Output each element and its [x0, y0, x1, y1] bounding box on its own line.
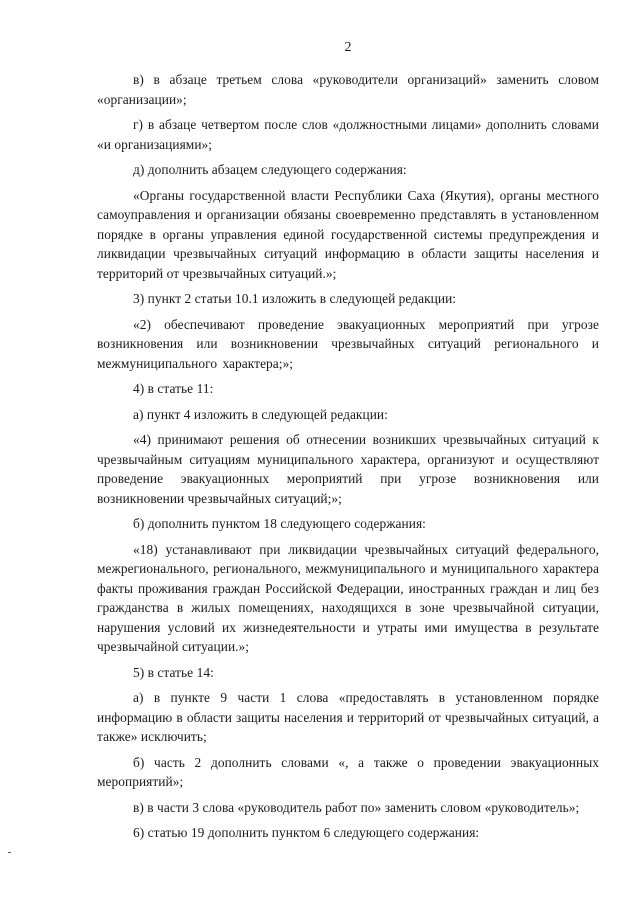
- paragraph-quote-4: «4) принимают решения об отнесении возникших чрезвычайных ситуаций к чрезвычайным ситуациям муниципального характера, организуют и осуществляют проведение эвакуационных мероприятий при угрозе возникновения или возникновении чрезвычайных ситуаций;»;: [97, 432, 599, 506]
- paragraph-5v: в) в части 3 слова «руководитель работ по» заменить словом «руководитель»;: [133, 799, 580, 815]
- paragraph-quote-organs: «Органы государственной власти Республики Саха (Якутия), органы местного самоуправления и организации обязаны своевременно представлять в установленном порядке в органы управления единой государственной системы предупреждения и ликвидации чрезвычайных ситуаций информацию в области защиты населения и территорий от чрезвычайных ситуаций.»;: [97, 187, 599, 281]
- scan-margin-mark: [8, 852, 11, 853]
- paragraph-4: 4) в статье 11:: [133, 381, 214, 396]
- paragraph-quote-2: «2) обеспечивают проведение эвакуационных мероприятий при угрозе возникновения или возникновении чрезвычайных ситуаций регионального и межмуниципального характера;»;: [97, 316, 599, 371]
- paragraph-3: 3) пункт 2 статьи 10.1 изложить в следующей редакции:: [133, 291, 457, 306]
- paragraph-5: 5) в статье 14:: [133, 664, 214, 680]
- paragraph-4b: б) дополнить пунктом 18 следующего содержания:: [133, 516, 426, 531]
- page-number: 2: [344, 40, 352, 55]
- paragraph-quote-18: «18) устанавливают при ликвидации чрезвычайных ситуаций федерального, межрегионального, регионального, межмуниципального и муниципального характера факты проживания граждан Российской Федерации, иностранных граждан и лиц без гражданства в жилых помещениях, находящихся в зоне чрезвычайной ситуации, нарушения условий их жизнедеятельности и утраты ими имущества в результате чрезвычайной ситуации.»;: [97, 541, 599, 654]
- paragraph-6: 6) статью 19 дополнить пунктом 6 следующего содержания:: [133, 825, 480, 840]
- paragraph-d: д) дополнить абзацем следующего содержания:: [133, 162, 407, 177]
- paragraph-5a: а) в пункте 9 части 1 слова «предоставлять в установленном порядке информацию в области защиты населения и территорий от чрезвычайных ситуаций, а также» исключить;: [97, 690, 599, 744]
- paragraph-4a: а) пункт 4 изложить в следующей редакции:: [133, 406, 388, 422]
- paragraph-5b: б) часть 2 дополнить словами «, а также о проведении эвакуационных мероприятий»;: [97, 754, 599, 789]
- document-body: [97, 70, 599, 849]
- paragraph-g: г) в абзаце четвертом после слов «должностными лицами» дополнить словами «и организациями»;: [97, 117, 599, 152]
- paragraph-v: в) в абзаце третьем слова «руководители организаций» заменить словом «организации»;: [97, 72, 599, 107]
